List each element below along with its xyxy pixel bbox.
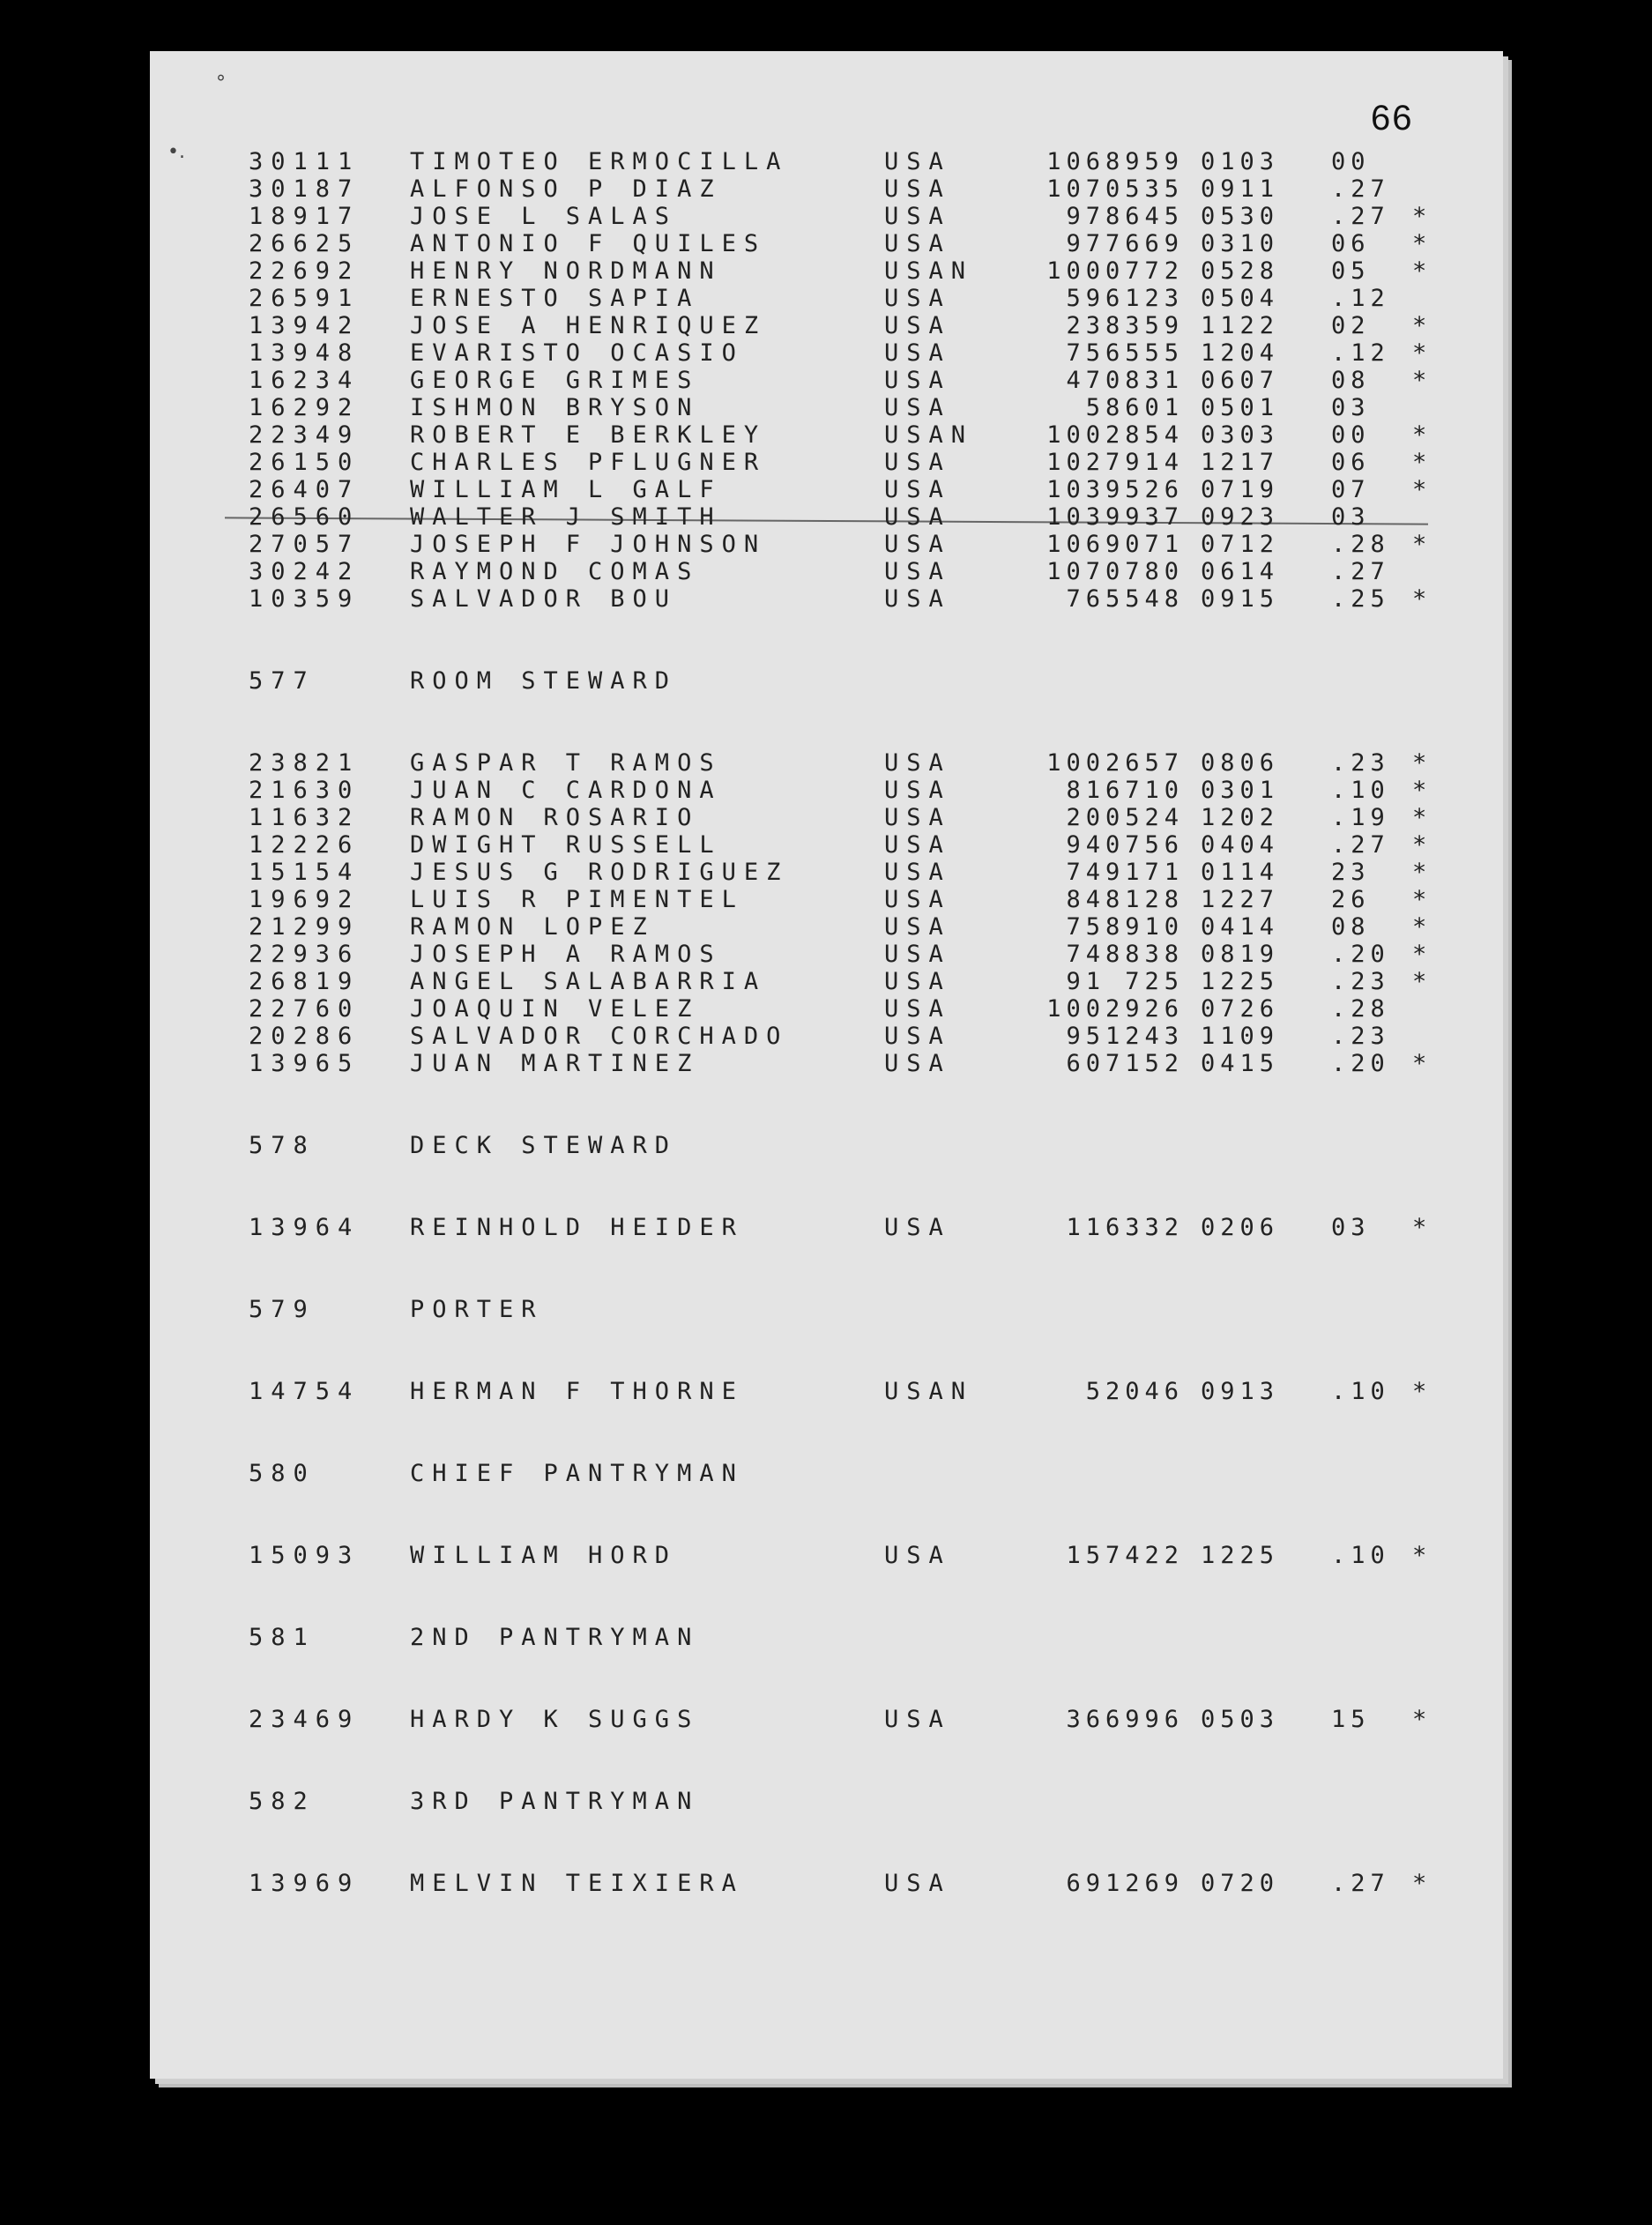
nationality: USA (884, 1023, 951, 1050)
rating-code: 00 (1331, 148, 1371, 175)
asterisk-mark: * (1412, 367, 1435, 394)
crew-number: 14754 (249, 1378, 361, 1405)
date-code: 0913 (1201, 1378, 1280, 1405)
rating-code: .27 (1331, 203, 1390, 230)
document-number: 52046 (1085, 1378, 1184, 1405)
nationality: USA (884, 175, 951, 203)
nationality: USA (884, 1706, 951, 1733)
crew-number: 22760 (249, 995, 361, 1023)
crew-number: 23821 (249, 749, 361, 777)
document-number: 749171 (1066, 859, 1184, 886)
document-number: 1000772 (1046, 257, 1184, 285)
date-code: 0414 (1201, 913, 1280, 941)
date-code: 0530 (1201, 203, 1280, 230)
crew-number: 26150 (249, 449, 361, 476)
date-code: 0923 (1201, 503, 1280, 531)
date-code: 0206 (1201, 1214, 1280, 1241)
crew-number: 21630 (249, 777, 361, 804)
rating-code: .10 (1331, 1378, 1390, 1405)
document-number: 116332 (1066, 1214, 1184, 1241)
rating-code: .27 (1331, 831, 1390, 859)
asterisk-mark: * (1412, 1050, 1435, 1077)
nationality: USA (884, 339, 951, 367)
asterisk-mark: * (1412, 1706, 1435, 1733)
rating-code: .28 (1331, 531, 1390, 558)
rating-code: 08 (1331, 913, 1371, 941)
crew-name: ALFONSO P DIAZ (410, 175, 722, 203)
nationality: USA (884, 312, 951, 339)
date-code: 1217 (1201, 449, 1280, 476)
document-number: 756555 (1066, 339, 1184, 367)
crew-name: JESUS G RODRIGUEZ (410, 859, 789, 886)
crew-name: JOSE L SALAS (410, 203, 678, 230)
crew-name: GEORGE GRIMES (410, 367, 700, 394)
section-code: 580 (249, 1460, 316, 1487)
nationality: USA (884, 968, 951, 995)
crew-number: 30187 (249, 175, 361, 203)
crew-number: 10359 (249, 585, 361, 613)
crew-name: TIMOTEO ERMOCILLA (410, 148, 789, 175)
date-code: 1109 (1201, 1023, 1280, 1050)
crew-number: 23469 (249, 1706, 361, 1733)
document-number: 607152 (1066, 1050, 1184, 1077)
nationality: USA (884, 531, 951, 558)
rating-code: 06 (1331, 449, 1371, 476)
nationality: USA (884, 476, 951, 503)
crew-name: CHARLES PFLUGNER (410, 449, 767, 476)
crew-name: DWIGHT RUSSELL (410, 831, 722, 859)
rating-code: .10 (1331, 777, 1390, 804)
date-code: 0528 (1201, 257, 1280, 285)
section-code: 579 (249, 1296, 316, 1323)
section-title: CHIEF PANTRYMAN (410, 1460, 744, 1487)
rating-code: .23 (1331, 1023, 1390, 1050)
rating-code: .12 (1331, 339, 1390, 367)
date-code: 1227 (1201, 886, 1280, 913)
section-title: 2ND PANTRYMAN (410, 1624, 700, 1651)
asterisk-mark: * (1412, 831, 1435, 859)
crew-number: 26407 (249, 476, 361, 503)
nationality: USA (884, 913, 951, 941)
section-code: 578 (249, 1132, 316, 1159)
document-number: 1027914 (1046, 449, 1184, 476)
document-number: 1002926 (1046, 995, 1184, 1023)
asterisk-mark: * (1412, 886, 1435, 913)
rating-code: .23 (1331, 968, 1390, 995)
crew-name: ANTONIO F QUILES (410, 230, 767, 257)
document-number: 157422 (1066, 1542, 1184, 1569)
section-title: ROOM STEWARD (410, 667, 678, 695)
section-code: 581 (249, 1624, 316, 1651)
crew-name: ANGEL SALABARRIA (410, 968, 767, 995)
rating-code: 06 (1331, 230, 1371, 257)
date-code: 0720 (1201, 1870, 1280, 1897)
date-code: 0504 (1201, 285, 1280, 312)
asterisk-mark: * (1412, 449, 1435, 476)
nationality: USA (884, 367, 951, 394)
asterisk-mark: * (1412, 777, 1435, 804)
rating-code: .20 (1331, 941, 1390, 968)
date-code: 1225 (1201, 968, 1280, 995)
crew-name: ISHMON BRYSON (410, 394, 700, 421)
nationality: USA (884, 886, 951, 913)
crew-name: RAMON LOPEZ (410, 913, 655, 941)
rating-code: .10 (1331, 1542, 1390, 1569)
date-code: 0310 (1201, 230, 1280, 257)
rating-code: .19 (1331, 804, 1390, 831)
document-number: 238359 (1066, 312, 1184, 339)
document-number: 978645 (1066, 203, 1184, 230)
crew-name: WILLIAM L GALF (410, 476, 722, 503)
document-number: 765548 (1066, 585, 1184, 613)
date-code: 0415 (1201, 1050, 1280, 1077)
crew-name: GASPAR T RAMOS (410, 749, 722, 777)
section-title: DECK STEWARD (410, 1132, 678, 1159)
crew-number: 26625 (249, 230, 361, 257)
rating-code: .28 (1331, 995, 1390, 1023)
asterisk-mark: * (1412, 339, 1435, 367)
nationality: USA (884, 285, 951, 312)
nationality: USA (884, 585, 951, 613)
date-code: 0404 (1201, 831, 1280, 859)
rating-code: 15 (1331, 1706, 1371, 1733)
section-title: PORTER (410, 1296, 544, 1323)
date-code: 0719 (1201, 476, 1280, 503)
section-title: 3RD PANTRYMAN (410, 1788, 700, 1815)
asterisk-mark: * (1412, 859, 1435, 886)
page-number: 66 (1371, 99, 1414, 138)
document-number: 1002657 (1046, 749, 1184, 777)
asterisk-mark: * (1412, 257, 1435, 285)
date-code: 1122 (1201, 312, 1280, 339)
nationality: USAN (884, 421, 974, 449)
date-code: 0103 (1201, 148, 1280, 175)
document-number: 1068959 (1046, 148, 1184, 175)
document-number: 1039937 (1046, 503, 1184, 531)
document-number: 816710 (1066, 777, 1184, 804)
nationality: USA (884, 203, 951, 230)
crew-name: RAMON ROSARIO (410, 804, 700, 831)
rating-code: 23 (1331, 859, 1371, 886)
document-number: 758910 (1066, 913, 1184, 941)
crew-name: WILLIAM HORD (410, 1542, 678, 1569)
asterisk-mark: * (1412, 476, 1435, 503)
section-code: 582 (249, 1788, 316, 1815)
date-code: 0607 (1201, 367, 1280, 394)
document-number: 58601 (1085, 394, 1184, 421)
crew-number: 15154 (249, 859, 361, 886)
crew-name: EVARISTO OCASIO (410, 339, 744, 367)
nationality: USA (884, 995, 951, 1023)
crew-number: 21299 (249, 913, 361, 941)
crew-number: 15093 (249, 1542, 361, 1569)
crew-name: JUAN MARTINEZ (410, 1050, 700, 1077)
crew-name: HENRY NORDMANN (410, 257, 722, 285)
asterisk-mark: * (1412, 941, 1435, 968)
date-code: 0819 (1201, 941, 1280, 968)
rating-code: 03 (1331, 503, 1371, 531)
rating-code: .27 (1331, 1870, 1390, 1897)
crew-number: 30242 (249, 558, 361, 585)
crew-number: 13964 (249, 1214, 361, 1241)
crew-name: REINHOLD HEIDER (410, 1214, 744, 1241)
ink-speck: •. (167, 141, 185, 163)
document-number: 691269 (1066, 1870, 1184, 1897)
crew-number: 18917 (249, 203, 361, 230)
nationality: USA (884, 558, 951, 585)
asterisk-mark: * (1412, 749, 1435, 777)
nationality: USAN (884, 1378, 974, 1405)
nationality: USA (884, 449, 951, 476)
crew-number: 22692 (249, 257, 361, 285)
date-code: 0915 (1201, 585, 1280, 613)
crew-name: MELVIN TEIXIERA (410, 1870, 744, 1897)
nationality: USA (884, 1214, 951, 1241)
document-number: 91 725 (1066, 968, 1184, 995)
crew-number: 16292 (249, 394, 361, 421)
asterisk-mark: * (1412, 312, 1435, 339)
crew-name: RAYMOND COMAS (410, 558, 700, 585)
crew-name: JUAN C CARDONA (410, 777, 722, 804)
nationality: USA (884, 1050, 951, 1077)
document-number: 940756 (1066, 831, 1184, 859)
crew-name: JOSEPH A RAMOS (410, 941, 722, 968)
asterisk-mark: * (1412, 421, 1435, 449)
date-code: 0726 (1201, 995, 1280, 1023)
nationality: USA (884, 831, 951, 859)
crew-name: HARDY K SUGGS (410, 1706, 700, 1733)
nationality: USA (884, 1870, 951, 1897)
date-code: 0712 (1201, 531, 1280, 558)
crew-number: 13965 (249, 1050, 361, 1077)
date-code: 1204 (1201, 339, 1280, 367)
crew-number: 26591 (249, 285, 361, 312)
crew-name: ERNESTO SAPIA (410, 285, 700, 312)
date-code: 1202 (1201, 804, 1280, 831)
crew-number: 30111 (249, 148, 361, 175)
date-code: 0501 (1201, 394, 1280, 421)
rating-code: 05 (1331, 257, 1371, 285)
rating-code: 08 (1331, 367, 1371, 394)
rating-code: 07 (1331, 476, 1371, 503)
document-number: 748838 (1066, 941, 1184, 968)
asterisk-mark: * (1412, 968, 1435, 995)
rating-code: 03 (1331, 394, 1371, 421)
crew-number: 22936 (249, 941, 361, 968)
crew-name: JOSEPH F JOHNSON (410, 531, 767, 558)
rating-code: .12 (1331, 285, 1390, 312)
asterisk-mark: * (1412, 230, 1435, 257)
date-code: 0503 (1201, 1706, 1280, 1733)
document-number: 470831 (1066, 367, 1184, 394)
nationality: USA (884, 230, 951, 257)
document-number: 596123 (1066, 285, 1184, 312)
nationality: USA (884, 749, 951, 777)
nationality: USA (884, 1542, 951, 1569)
crew-number: 12226 (249, 831, 361, 859)
rating-code: .20 (1331, 1050, 1390, 1077)
date-code: 0301 (1201, 777, 1280, 804)
crew-number: 22349 (249, 421, 361, 449)
asterisk-mark: * (1412, 804, 1435, 831)
asterisk-mark: * (1412, 913, 1435, 941)
asterisk-mark: * (1412, 1214, 1435, 1241)
rating-code: 00 (1331, 421, 1371, 449)
asterisk-mark: * (1412, 1542, 1435, 1569)
asterisk-mark: * (1412, 203, 1435, 230)
document-number: 977669 (1066, 230, 1184, 257)
asterisk-mark: * (1412, 531, 1435, 558)
nationality: USA (884, 148, 951, 175)
date-code: 0806 (1201, 749, 1280, 777)
asterisk-mark: * (1412, 1378, 1435, 1405)
document-number: 1002854 (1046, 421, 1184, 449)
document-number: 200524 (1066, 804, 1184, 831)
crew-name: JOSE A HENRIQUEZ (410, 312, 767, 339)
document-number: 951243 (1066, 1023, 1184, 1050)
crew-name: SALVADOR CORCHADO (410, 1023, 789, 1050)
date-code: 0614 (1201, 558, 1280, 585)
crew-number: 13969 (249, 1870, 361, 1897)
nationality: USA (884, 859, 951, 886)
date-code: 0114 (1201, 859, 1280, 886)
document-number: 366996 (1066, 1706, 1184, 1733)
nationality: USA (884, 941, 951, 968)
date-code: 0303 (1201, 421, 1280, 449)
rating-code: .27 (1331, 558, 1390, 585)
crew-number: 26819 (249, 968, 361, 995)
crew-name: WALTER J SMITH (410, 503, 722, 531)
crew-name: ROBERT E BERKLEY (410, 421, 767, 449)
crew-number: 20286 (249, 1023, 361, 1050)
crew-number: 16234 (249, 367, 361, 394)
nationality: USA (884, 777, 951, 804)
crew-number: 26560 (249, 503, 361, 531)
date-code: 0911 (1201, 175, 1280, 203)
crew-number: 13948 (249, 339, 361, 367)
rating-code: 26 (1331, 886, 1371, 913)
document-number: 1070780 (1046, 558, 1184, 585)
date-code: 1225 (1201, 1542, 1280, 1569)
ink-speck: ° (216, 72, 226, 94)
rating-code: .25 (1331, 585, 1390, 613)
nationality: USAN (884, 257, 974, 285)
document-number: 1069071 (1046, 531, 1184, 558)
document-number: 1070535 (1046, 175, 1184, 203)
nationality: USA (884, 503, 951, 531)
rating-code: 02 (1331, 312, 1371, 339)
crew-number: 13942 (249, 312, 361, 339)
asterisk-mark: * (1412, 1870, 1435, 1897)
nationality: USA (884, 394, 951, 421)
asterisk-mark: * (1412, 585, 1435, 613)
rating-code: .27 (1331, 175, 1390, 203)
rating-code: 03 (1331, 1214, 1371, 1241)
crew-name: LUIS R PIMENTEL (410, 886, 744, 913)
document-number: 848128 (1066, 886, 1184, 913)
crew-name: SALVADOR BOU (410, 585, 678, 613)
section-code: 577 (249, 667, 316, 695)
crew-name: HERMAN F THORNE (410, 1378, 744, 1405)
crew-number: 11632 (249, 804, 361, 831)
document-number: 1039526 (1046, 476, 1184, 503)
crew-number: 19692 (249, 886, 361, 913)
crew-name: JOAQUIN VELEZ (410, 995, 700, 1023)
nationality: USA (884, 804, 951, 831)
crew-number: 27057 (249, 531, 361, 558)
rating-code: .23 (1331, 749, 1390, 777)
